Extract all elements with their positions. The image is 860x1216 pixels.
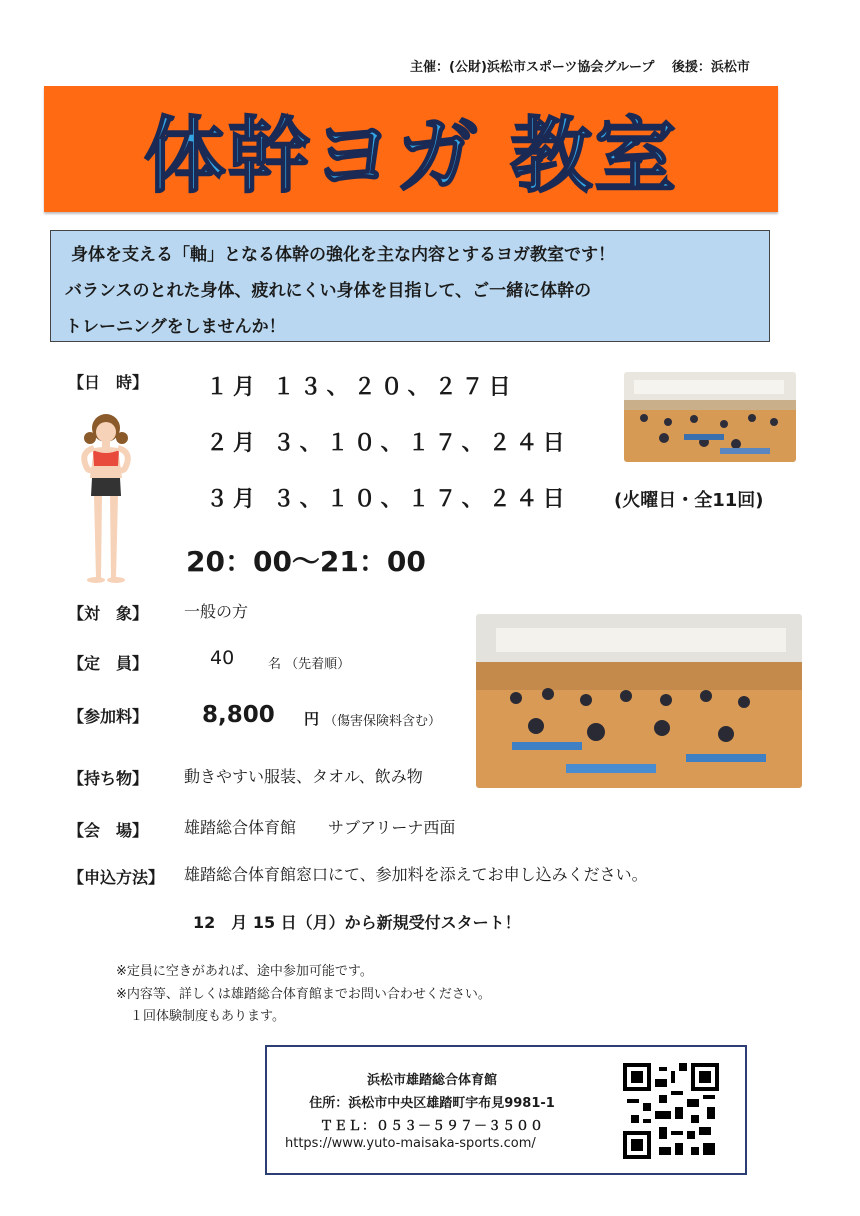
sponsor-line: 主催：(公財)浜松市スポーツ協会グループ 後援：浜松市 (410, 60, 750, 75)
contact-tel: ＴＥＬ：０５３－５９７－３５００ (319, 1119, 544, 1134)
note-line: ※定員に空きがあれば、途中参加可能です。 (116, 964, 373, 979)
note-line: ※内容等、詳しくは雄踏総合体育館までお問い合わせください。 (116, 987, 491, 1002)
date-line-mar: ３月 ３、１０、１７、２４日 (206, 487, 570, 512)
page-title: 体幹ヨガ 教室 (143, 108, 679, 204)
target-label: 【対 象】 (68, 604, 149, 623)
woman-illustration (66, 408, 146, 588)
qr-code (623, 1063, 719, 1159)
fee-amount: 8,800 (202, 702, 275, 728)
contact-address: 住所：浜松市中央区雄踏町宇布見9981-1 (309, 1096, 555, 1111)
registration-start: 12 月 15 日（月）から新規受付スタート！ (193, 913, 521, 932)
contact-url[interactable]: https://www.yuto-maisaka-sports.com/ (285, 1136, 536, 1151)
target-value: 一般の方 (184, 602, 249, 621)
yoga-photo-large (476, 614, 802, 788)
schedule-note: (火曜日・全11回) (614, 490, 764, 511)
yoga-photo-small (624, 372, 796, 462)
capacity-label: 【定 員】 (68, 654, 149, 673)
items-label: 【持ち物】 (68, 769, 149, 788)
schedule-label: 【日 時】 (68, 373, 149, 392)
contact-box (265, 1045, 747, 1175)
note-line: １回体験制度もあります。 (130, 1009, 285, 1024)
fee-label: 【参加料】 (68, 707, 149, 726)
schedule-time: 20：00～21：00 (186, 545, 426, 578)
fee-unit: 円 (304, 710, 320, 728)
title-banner (44, 86, 778, 212)
capacity-number: 40 (210, 647, 235, 669)
intro-line: トレーニングをしませんか！ (65, 317, 286, 337)
apply-value: 雄踏総合体育館窓口にて、参加料を添えてお申し込みください。 (184, 865, 648, 884)
venue-value: 雄踏総合体育館 サブアリーナ西面 (184, 818, 456, 837)
items-value: 動きやすい服装、タオル、飲み物 (184, 767, 423, 786)
contact-name: 浜松市雄踏総合体育館 (366, 1073, 497, 1088)
intro-line: 身体を支える「軸」となる体幹の強化を主な内容とするヨガ教室です！ (71, 245, 615, 265)
venue-label: 【会 場】 (68, 821, 149, 840)
fee-note: （傷害保険料含む） (324, 714, 442, 729)
date-line-jan: １月 １３、２０、２７日 (206, 375, 516, 400)
intro-line: バランスのとれた身体、疲れにくい身体を目指して、ご一緒に体幹の (65, 281, 592, 301)
apply-label: 【申込方法】 (68, 868, 165, 887)
capacity-unit: 名 （先着順） (268, 657, 351, 672)
intro-box (50, 230, 770, 342)
date-line-feb: ２月 ３、１０、１７、２４日 (206, 431, 570, 456)
